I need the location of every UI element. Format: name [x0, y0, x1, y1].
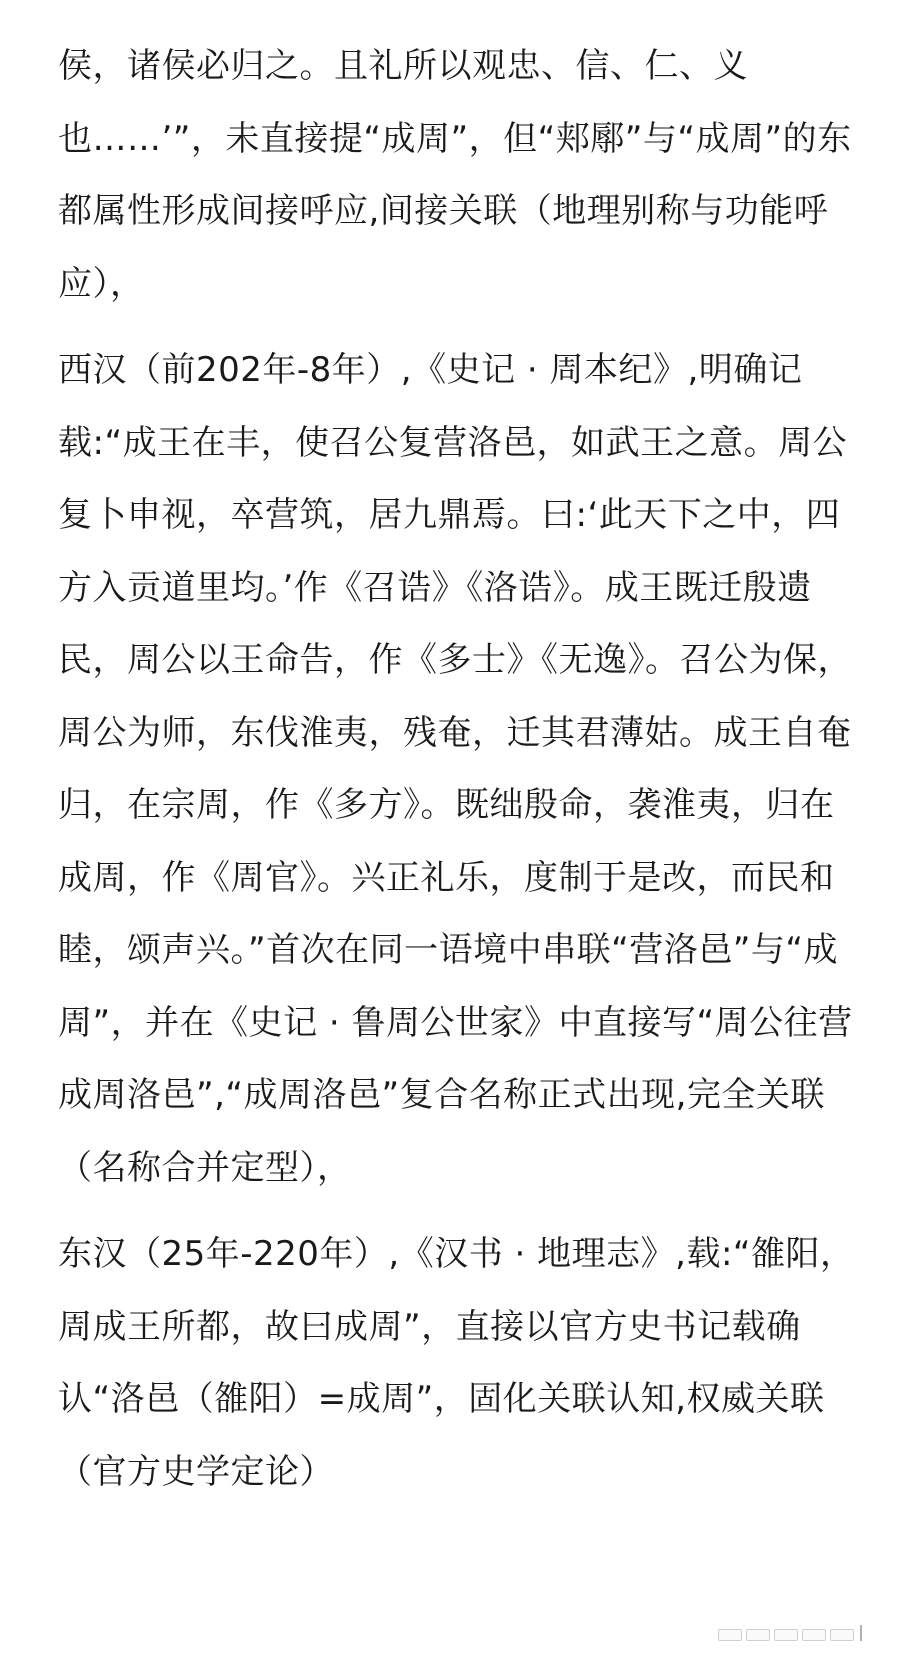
paragraph-donghan: 东汉（25年-220年）,《汉书 · 地理志》,载:“雒阳，周成王所都，故曰成周”，直接以官方史书记载确认“洛邑（雒阳）=成周”，固化关联认知,权威关联（官方史学定论）	[58, 1234, 855, 1492]
watermark-logo	[718, 1625, 862, 1641]
watermark-bars	[718, 1629, 854, 1641]
paragraph-chunqiu: 侯，诸侯必归之。且礼所以观忠、信、仁、义也……’”，未直接提“成周”，但“郏鄏”与“成周”的东都属性形成间接呼应,间接关联（地理别称与功能呼应），	[58, 46, 852, 304]
paragraph-xihan: 西汉（前202年-8年）,《史记 · 周本纪》,明确记载:“成王在丰，使召公复营洛邑，如武王之意。周公复卜申视，卒营筑，居九鼎焉。曰:‘此天下之中，四方入贡道里均。’作《召诰》《洛诰》。成王既迁殷遗民，周公以王命告，作《多士》《无逸》。召公为保，周公为师，东伐淮夷，残奄，迁其君薄姑。成王自奄归，在宗周，作《多方》。既绌殷命，袭淮夷，归在成周，作《周官》。兴正礼乐，度制于是改，而民和睦，颂声兴。”首次在同一语境中串联“营洛邑”与“成周”，并在《史记 · 鲁周公世家》中直接写“周公往营成周洛邑”,“成周洛邑”复合名称正式出现,完全关联（名称合并定型），	[58, 350, 853, 1188]
watermark-tick	[860, 1625, 862, 1641]
article-body	[58, 30, 868, 1522]
